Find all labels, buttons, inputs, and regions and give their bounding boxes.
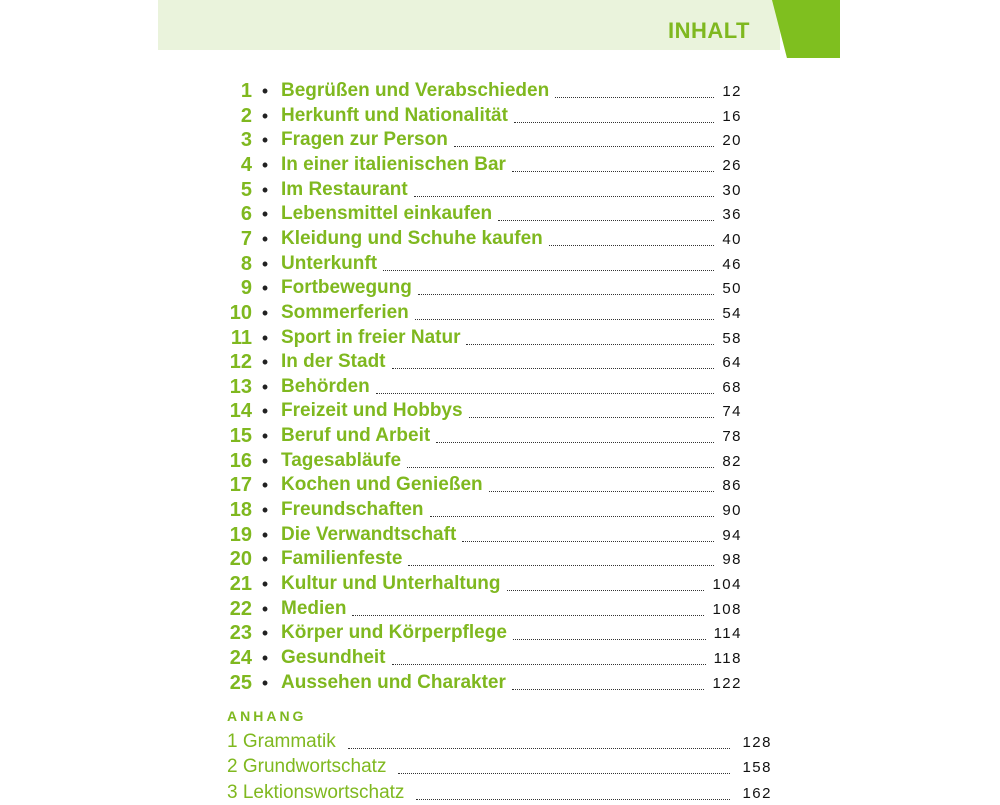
toc-entry-line <box>281 79 742 103</box>
chapter-number: 3 <box>240 129 252 152</box>
toc-entry[interactable] <box>0 449 1000 473</box>
bullet-icon: • <box>261 105 269 126</box>
chapter-title: Aussehen und Charakter <box>281 671 506 693</box>
toc-entry-line <box>281 202 742 226</box>
chapter-number: 7 <box>240 227 252 250</box>
chapter-title: Medien <box>281 597 347 619</box>
chapter-title: Im Restaurant <box>281 178 408 200</box>
toc-entry-line <box>281 375 742 399</box>
dot-leader <box>408 565 714 566</box>
dot-leader <box>398 773 730 774</box>
chapter-number: 2 <box>240 104 252 127</box>
chapter-number: 17 <box>229 474 252 497</box>
dot-leader <box>454 146 714 147</box>
chapter-number: 15 <box>229 425 252 448</box>
chapter-title: Tagesabläufe <box>281 449 402 471</box>
page-number: 40 <box>722 230 742 248</box>
dot-leader <box>383 270 714 271</box>
toc-entry[interactable] <box>0 202 1000 226</box>
chapter-title: Unterkunft <box>281 252 378 274</box>
page-number: 74 <box>722 403 742 421</box>
toc-entry-line <box>281 473 742 497</box>
appendix-entry-line <box>227 781 772 805</box>
page-number: 20 <box>722 132 742 150</box>
appendix-title: 1 Grammatik <box>227 731 336 752</box>
toc-entry-line <box>281 523 742 547</box>
chapter-number: 24 <box>229 646 252 669</box>
chapter-title: Freundschaften <box>281 499 424 521</box>
bullet-icon: • <box>261 376 269 397</box>
appendix-heading: ANHANG <box>227 708 307 724</box>
chapter-number: 1 <box>240 80 252 102</box>
page-number: 12 <box>722 83 742 100</box>
bullet-icon: • <box>261 130 269 151</box>
toc-entry-line <box>281 128 742 152</box>
dot-leader <box>513 639 706 640</box>
chapter-title: Kleidung und Schuhe kaufen <box>281 227 543 249</box>
bullet-icon: • <box>261 278 269 299</box>
page-number: 128 <box>742 734 772 751</box>
appendix-title: 3 Lektionswortschatz <box>227 782 405 803</box>
bullet-icon: • <box>261 549 269 570</box>
bullet-icon: • <box>261 475 269 496</box>
toc-entry-line <box>281 646 742 670</box>
bullet-icon: • <box>261 623 269 644</box>
toc-entry[interactable] <box>0 301 1000 325</box>
dot-leader <box>462 541 714 542</box>
bullet-icon: • <box>261 647 269 668</box>
page-number: 162 <box>742 785 772 802</box>
page-number: 118 <box>713 649 742 667</box>
toc-entry[interactable] <box>0 153 1000 177</box>
chapter-title: Körper und Körperpflege <box>281 622 507 644</box>
bullet-icon: • <box>261 426 269 447</box>
bullet-icon: • <box>261 327 269 348</box>
dot-leader <box>469 417 715 418</box>
chapter-title: Lebensmittel einkaufen <box>281 203 493 225</box>
chapter-title: Sommerferien <box>281 301 409 323</box>
chapter-title: Kochen und Genießen <box>281 474 483 496</box>
toc-entry-line <box>281 326 742 350</box>
chapter-title: In der Stadt <box>281 351 386 373</box>
chapter-title: Sport in freier Natur <box>281 326 461 348</box>
dot-leader <box>507 590 705 591</box>
bullet-icon: • <box>261 672 269 693</box>
page-number: 58 <box>722 329 742 347</box>
chapter-number: 20 <box>229 548 252 571</box>
appendix-entry-line <box>227 755 772 779</box>
chapter-number: 11 <box>230 326 252 349</box>
bullet-icon: • <box>261 179 269 200</box>
chapter-number: 21 <box>229 573 252 595</box>
chapter-number: 14 <box>229 400 252 423</box>
page-number: 114 <box>713 625 742 643</box>
toc-entry-line <box>281 153 742 177</box>
bullet-icon: • <box>261 598 269 619</box>
page-number: 158 <box>742 759 772 776</box>
toc-entry-line <box>281 498 742 522</box>
toc-entry[interactable] <box>0 375 1000 399</box>
dot-leader <box>415 319 715 320</box>
toc-entry-line <box>281 350 742 374</box>
chapter-number: 8 <box>240 252 252 275</box>
bullet-icon: • <box>261 253 269 274</box>
header-tab-accent <box>772 0 840 58</box>
chapter-number: 23 <box>229 622 252 645</box>
chapter-title: Herkunft und Nationalität <box>281 104 508 126</box>
bullet-icon: • <box>261 204 269 225</box>
page-title: INHALT <box>667 18 750 43</box>
bullet-icon: • <box>261 228 269 249</box>
chapter-title: Beruf und Arbeit <box>281 425 431 447</box>
dot-leader <box>555 97 714 98</box>
chapter-title: Fortbewegung <box>281 277 412 299</box>
chapter-number: 19 <box>229 523 252 546</box>
page-number: 122 <box>712 674 742 692</box>
chapter-title: Die Verwandtschaft <box>281 523 457 545</box>
toc-entry-line <box>281 424 742 448</box>
toc-entry-line <box>281 104 742 128</box>
chapter-number: 13 <box>229 375 252 398</box>
toc-entry-line <box>281 547 742 571</box>
dot-leader <box>352 615 704 616</box>
page-number: 86 <box>722 477 742 495</box>
bullet-icon: • <box>261 81 269 101</box>
page-number: 36 <box>722 206 742 224</box>
toc-entry-line <box>281 252 742 276</box>
chapter-number: 18 <box>229 499 252 522</box>
chapter-number: 16 <box>229 449 252 472</box>
chapter-title: Freizeit und Hobbys <box>281 400 463 422</box>
page-number: 98 <box>722 551 742 569</box>
dot-leader <box>466 344 714 345</box>
appendix-entry[interactable] <box>0 730 1000 754</box>
toc-entry[interactable] <box>0 572 1000 596</box>
page-number: 82 <box>722 452 742 470</box>
chapter-number: 5 <box>240 178 252 201</box>
bullet-icon: • <box>261 450 269 471</box>
page-number: 30 <box>722 181 742 199</box>
appendix-entry[interactable] <box>0 781 1000 805</box>
page-number: 26 <box>722 156 742 174</box>
dot-leader <box>549 245 715 246</box>
toc-entry-line <box>281 671 742 695</box>
toc-entry[interactable] <box>0 178 1000 202</box>
page-number: 50 <box>722 280 742 298</box>
toc-entry[interactable] <box>0 350 1000 374</box>
toc-entry-line <box>281 597 742 621</box>
toc-entry-line <box>281 449 742 473</box>
appendix-entry[interactable] <box>0 755 1000 779</box>
chapter-title: In einer italienischen Bar <box>281 153 506 175</box>
page-number: 94 <box>722 526 742 544</box>
page-number: 54 <box>722 304 742 322</box>
toc-entry[interactable] <box>0 621 1000 645</box>
toc-entry[interactable] <box>0 252 1000 276</box>
dot-leader <box>414 196 715 197</box>
page-number: 108 <box>712 600 742 618</box>
toc-entry[interactable] <box>0 79 1000 103</box>
dot-leader <box>418 294 714 295</box>
toc-entry[interactable] <box>0 326 1000 350</box>
chapter-number: 10 <box>229 301 252 324</box>
dot-leader <box>514 122 714 123</box>
toc-entry[interactable] <box>0 276 1000 300</box>
page-number: 78 <box>722 428 742 446</box>
dot-leader <box>498 220 714 221</box>
dot-leader <box>436 442 714 443</box>
appendix-title: 2 Grundwortschatz <box>227 756 387 777</box>
dot-leader <box>348 748 731 749</box>
toc-entry-line <box>281 227 742 251</box>
dot-leader <box>512 689 705 690</box>
dot-leader <box>376 393 715 394</box>
chapter-number: 4 <box>240 153 252 176</box>
toc-entry[interactable] <box>0 473 1000 497</box>
bullet-icon: • <box>261 352 269 373</box>
page-number: 104 <box>712 576 742 593</box>
toc-entry[interactable] <box>0 597 1000 621</box>
toc-entry-line <box>281 399 742 423</box>
toc-entry[interactable] <box>0 646 1000 670</box>
chapter-title: Behörden <box>281 375 370 397</box>
chapter-title: Fragen zur Person <box>281 129 448 151</box>
dot-leader <box>392 664 706 665</box>
toc-entry-line <box>281 301 742 325</box>
chapter-title: Gesundheit <box>281 646 386 668</box>
toc-entry-line <box>281 621 742 645</box>
toc-entry[interactable] <box>0 128 1000 152</box>
chapter-title: Familienfeste <box>281 548 403 570</box>
page-number: 90 <box>722 502 742 520</box>
toc-entry[interactable] <box>0 498 1000 522</box>
dot-leader <box>392 368 715 369</box>
page-number: 64 <box>722 354 742 372</box>
bullet-icon: • <box>261 500 269 521</box>
toc-entry-line <box>281 178 742 202</box>
chapter-title: Begrüßen und Verabschieden <box>281 80 550 101</box>
toc-entry[interactable] <box>0 547 1000 571</box>
toc-entry-line <box>281 572 742 596</box>
bullet-icon: • <box>261 302 269 323</box>
toc-entry[interactable] <box>0 227 1000 251</box>
page-number: 16 <box>722 107 742 125</box>
chapter-title: Kultur und Unterhaltung <box>281 573 501 594</box>
toc-entry[interactable] <box>0 399 1000 423</box>
dot-leader <box>430 516 715 517</box>
toc-entry[interactable] <box>0 671 1000 695</box>
chapter-number: 9 <box>240 277 252 300</box>
bullet-icon: • <box>261 574 269 594</box>
page-number: 68 <box>722 378 742 396</box>
chapter-number: 25 <box>229 671 252 694</box>
toc-entry[interactable] <box>0 424 1000 448</box>
dot-leader <box>489 491 715 492</box>
appendix-entry-line <box>227 730 772 754</box>
chapter-number: 12 <box>229 351 252 374</box>
chapter-number: 22 <box>229 597 252 620</box>
bullet-icon: • <box>261 524 269 545</box>
chapter-number: 6 <box>240 203 252 226</box>
toc-entry[interactable] <box>0 104 1000 128</box>
dot-leader <box>512 171 714 172</box>
dot-leader <box>407 467 714 468</box>
toc-entry[interactable] <box>0 523 1000 547</box>
page-number: 46 <box>722 255 742 273</box>
bullet-icon: • <box>261 401 269 422</box>
bullet-icon: • <box>261 154 269 175</box>
toc-entry-line <box>281 276 742 300</box>
